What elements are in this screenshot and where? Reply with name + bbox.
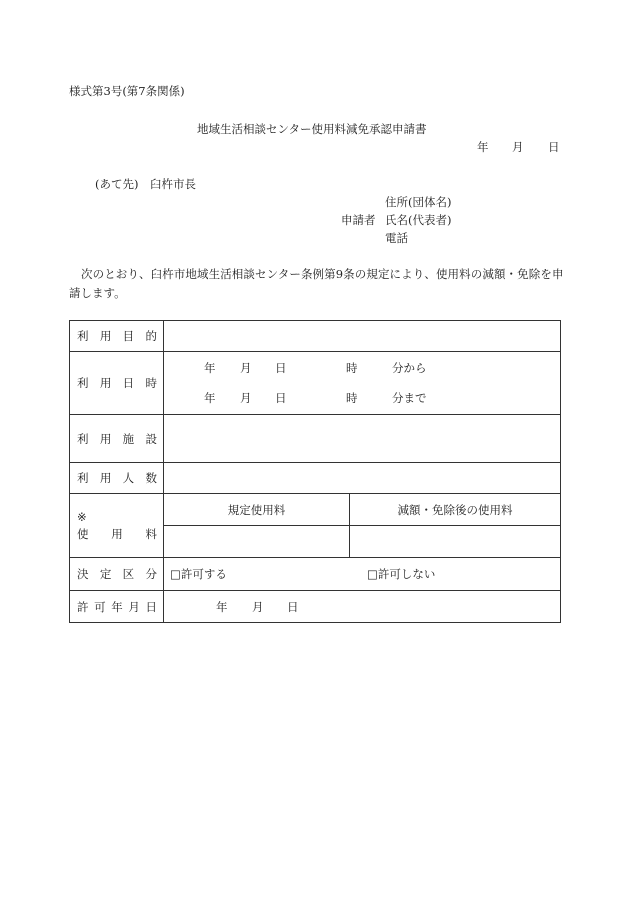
label-char: 時 [145,376,157,390]
applicant-label: 申請者 [341,213,376,227]
name-label: 氏名(代表者) [385,213,452,227]
label-char: 年 [111,599,123,614]
dt-from-hour: 時 [346,361,358,375]
label-char: 用 [99,471,112,485]
phone-label: 電話 [385,231,408,245]
fee-mark: ※ [77,509,87,524]
deny-checkbox[interactable]: □許可しない [367,567,436,581]
body-text-line-1: 次のとおり、臼杵市地域生活相談センター条例第9条の規定により、使用料の減額・免除を申 [81,267,564,281]
permit-month: 月 [252,600,264,614]
label-char: 使 [77,526,89,541]
address-label: 住所(団体名) [385,195,452,209]
permit-date-field[interactable] [164,591,561,623]
dt-from-month: 月 [240,361,252,375]
date-month: 月 [512,140,524,154]
row-datetime [70,352,561,415]
label-char: 利 [77,431,89,446]
label-char: 定 [99,567,112,581]
application-table [69,320,561,623]
row-purpose [70,321,561,352]
label-char: 利 [77,329,89,343]
label-char: 区 [122,567,135,581]
label-char: 月 [128,599,140,614]
label-char: 分 [145,567,157,581]
label-char: 許 [77,599,89,614]
permit-day: 日 [287,600,299,614]
fee-standard-field[interactable] [164,526,350,558]
label-char: 的 [145,329,157,343]
label-char: 目 [122,329,135,343]
date-day: 日 [548,140,560,154]
dt-to-minute: 分まで [392,391,427,405]
row-fee-header [70,494,561,526]
row-people [70,463,561,494]
label-char: 施 [122,431,135,446]
label-char: 決 [77,567,89,581]
label-char: 用 [99,376,112,390]
label-char: 設 [145,431,157,446]
facility-field[interactable] [164,415,561,463]
dt-from-minute: 分から [392,361,427,375]
dt-to-month: 月 [240,391,252,405]
label-fee [70,494,164,558]
body-text-line-2: 請します。 [69,286,126,300]
row-decision [70,558,561,591]
decision-field [164,558,561,591]
label-purpose [70,321,164,352]
label-char: 人 [122,471,135,485]
form-number: 様式第3号(第7条関係) [69,84,185,98]
dt-from-day: 日 [275,361,287,375]
label-char: 数 [145,471,157,485]
label-char: 日 [122,376,135,390]
label-permit-date [70,591,164,623]
label-char: 利 [77,376,89,390]
document-title: 地域生活相談センター使用料減免承認申請書 [197,122,427,136]
permit-checkbox[interactable]: □許可する [170,567,227,581]
dt-from-year: 年 [204,361,216,375]
fee-reduced-header: 減額・免除後の使用料 [350,494,561,526]
label-char: 可 [94,599,106,614]
dt-to-year: 年 [204,391,216,405]
label-char: 用 [99,431,112,446]
dt-to-hour: 時 [346,391,358,405]
label-char: 用 [99,329,112,343]
label-char: 利 [77,471,89,485]
label-datetime [70,352,164,415]
label-char: 料 [145,526,157,541]
people-field[interactable] [164,463,561,494]
label-decision [70,558,164,591]
purpose-field[interactable] [164,321,561,352]
addressee: (あて先) 臼杵市長 [95,177,196,191]
fee-reduced-field[interactable] [350,526,561,558]
fee-standard-header: 規定使用料 [164,494,350,526]
label-people [70,463,164,494]
dt-to-day: 日 [275,391,287,405]
datetime-field[interactable] [164,352,561,415]
label-facility [70,415,164,463]
row-permit-date [70,591,561,623]
permit-year: 年 [216,600,228,614]
row-facility [70,415,561,463]
label-char: 日 [145,599,157,614]
date-year: 年 [477,140,489,154]
label-char: 用 [111,526,123,541]
